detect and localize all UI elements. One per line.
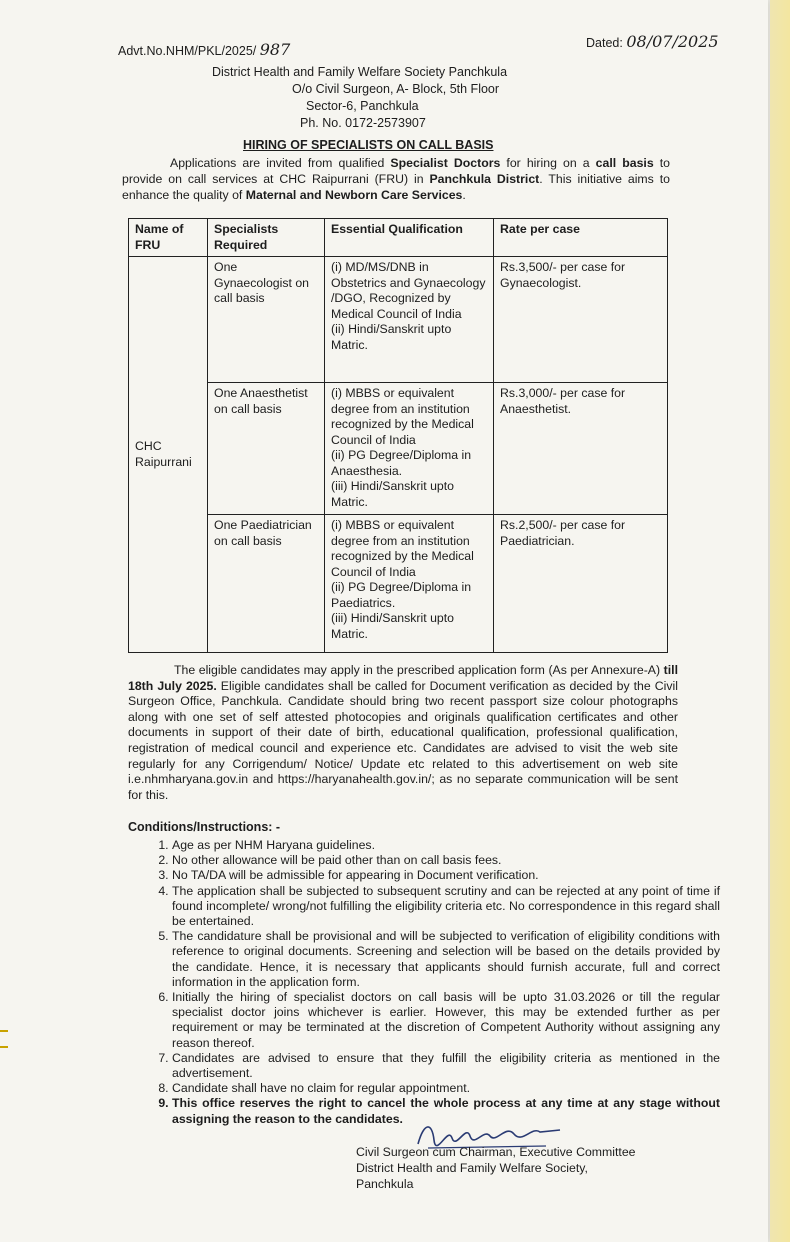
- office-address: [212, 64, 507, 132]
- rate-cell: Rs.3,500/- per case for Gynaecologist.: [494, 257, 668, 383]
- rate-cell: Rs.3,000/- per case for Anaesthetist.: [494, 383, 668, 515]
- signatory-designation: Civil Surgeon cum Chairman, Executive Committee: [356, 1145, 636, 1159]
- header-name-of-fru: Name of FRU: [129, 219, 208, 257]
- address-line-1: District Health and Family Welfare Society Panchkula: [212, 65, 508, 79]
- intro-bold: Specialist Doctors: [390, 156, 501, 170]
- dated-handwritten: 08/07/2025: [626, 32, 719, 51]
- specialist-cell: One Gynaecologist on call basis: [208, 257, 325, 383]
- list-item: 2. No other allowance will be paid other than on call basis fees.: [172, 853, 720, 868]
- list-item: 9. This office reserves the right to cancel the whole process at any time at any stage without assigning the reason to the candidates.: [172, 1096, 720, 1126]
- last-date-bold: till 18th July 2025.: [128, 663, 678, 693]
- qualification-cell: (i) MBBS or equivalent degree from an institution recognized by the Medical Council of India (ii) PG Degree/Diploma in Anaesthesia. (iii) Hindi/Sanskrit upto Matric.: [325, 383, 494, 515]
- address-line-3: Sector-6, Panchkula: [306, 99, 419, 113]
- signatory-location: Panchkula: [356, 1177, 414, 1191]
- conditions-list: [148, 838, 720, 1127]
- table-row: [129, 257, 668, 383]
- list-item: 5. The candidature shall be provisional and will be subjected to verification of eligibility conditions with reference to original documents. Screening and selection will be based on the details provided by the candidate. Hence, it is necessary that applicants should furnish accurate, full and correct information in the application form.: [172, 929, 720, 990]
- margin-mark: [0, 1030, 8, 1048]
- intro-bold: Panchkula District: [429, 172, 540, 186]
- list-item: 7. Candidates are advised to ensure that they fulfill the eligibility criteria as mentioned in the advertisement.: [172, 1051, 720, 1081]
- table-row: [129, 383, 668, 515]
- intro-text: .: [462, 188, 466, 202]
- table-header-row: [129, 219, 668, 257]
- signatory-organisation: District Health and Family Welfare Society,: [356, 1161, 588, 1175]
- conditions-title: Conditions/Instructions: -: [128, 820, 281, 834]
- fru-name-cell: CHC Raipurrani: [129, 257, 208, 653]
- list-item: 3. No TA/DA will be admissible for appearing in Document verification.: [172, 868, 720, 883]
- intro-text: . This initiative aims to enhance the quality of: [122, 172, 670, 202]
- intro-text: Applications are invited from qualified: [170, 156, 391, 170]
- notice-title: HIRING OF SPECIALISTS ON CALL BASIS: [243, 138, 494, 152]
- intro-text: for hiring on a: [500, 156, 596, 170]
- specialist-cell: One Paediatrician on call basis: [208, 515, 325, 653]
- qualification-cell: (i) MBBS or equivalent degree from an institution recognized by the Medical Council of India (ii) PG Degree/Diploma in Paediatrics. (iii) Hindi/Sanskrit upto Matric.: [325, 515, 494, 653]
- body-text: Eligible candidates shall be called for Document verification as decided by the Civil Surgeon Office, Panchkula. Candidate should bring two recent passport size colour photographs along with one set of self attested photocopies and originals qualification certificates and other documents in support of their date of birth, educational qualification, professional qualification, registration of medical council and experience etc. Candidates are advised to visit the web site regularly for any Corrigendum/ Notice/ Update etc related to this advertisement on web site i.e.nhmharyana.gov.in and https://haryanahealth.gov.in/; as no separate communication will be sent for this.: [128, 678, 678, 802]
- page-edge: [770, 0, 790, 1242]
- header-specialists-required: Specialists Required: [208, 219, 325, 257]
- list-item: 8. Candidate shall have no claim for regular appointment.: [172, 1081, 720, 1096]
- header-rate-per-case: Rate per case: [494, 219, 668, 257]
- address-line-4: Ph. No. 0172-2573907: [300, 116, 426, 130]
- rate-cell: Rs.2,500/- per case for Paediatrician.: [494, 515, 668, 653]
- date-line: [586, 32, 719, 51]
- specialist-cell: One Anaesthetist on call basis: [208, 383, 325, 515]
- advertisement-number: [118, 40, 290, 59]
- intro-bold: Maternal and Newborn Care Services: [245, 188, 463, 202]
- body-text: The eligible candidates may apply in the prescribed application form (As per Annexure-A): [174, 663, 664, 677]
- signature-block: [356, 1144, 636, 1192]
- intro-paragraph: [122, 155, 670, 203]
- list-item: 6. Initially the hiring of specialist doctors on call basis will be upto 31.03.2026 or till the regular specialist doctor joins whichever is earlier. However, this may be extended further as per requirement or may be terminated at the discretion of Competent Authority without assigning any reason thereof.: [172, 990, 720, 1051]
- dated-label: Dated:: [586, 36, 623, 50]
- table-row: [129, 515, 668, 653]
- application-instructions-paragraph: [128, 663, 678, 803]
- intro-bold: call basis: [595, 156, 654, 170]
- header-essential-qualification: Essential Qualification: [325, 219, 494, 257]
- address-line-2: O/o Civil Surgeon, A- Block, 5th Floor: [292, 82, 500, 96]
- list-item: 4. The application shall be subjected to subsequent scrutiny and can be rejected at any point of time if found incomplete/ wrong/not fulfilling the eligibility criteria etc. No correspondence in this regard shall be entertained.: [172, 884, 720, 930]
- advt-handwritten-number: 987: [259, 40, 291, 59]
- list-item: 1. Age as per NHM Haryana guidelines.: [172, 838, 720, 853]
- specialists-table: [128, 218, 668, 653]
- intro-text: to provide on call services at CHC Raipurrani (FRU) in: [122, 156, 670, 186]
- qualification-cell: (i) MD/MS/DNB in Obstetrics and Gynaecology /DGO, Recognized by Medical Council of India (ii) Hindi/Sanskrit upto Matric.: [325, 257, 494, 383]
- advt-number-text: Advt.No.NHM/PKL/2025/: [118, 44, 257, 58]
